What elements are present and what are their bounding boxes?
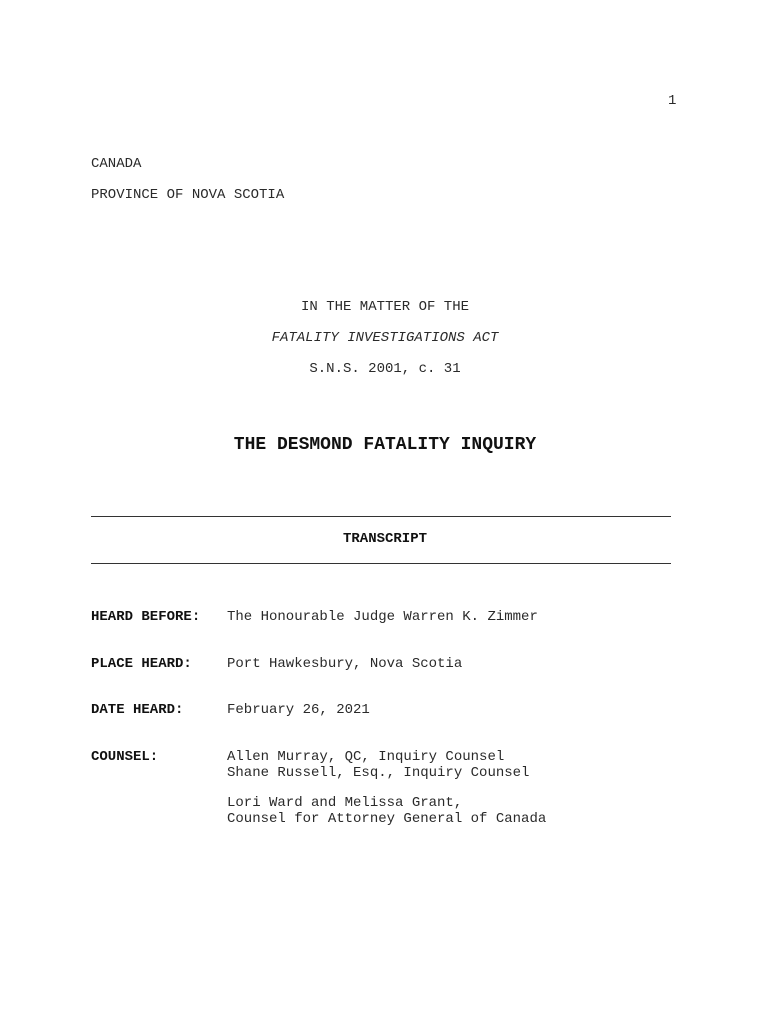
place-heard-value: Port Hawkesbury, Nova Scotia (227, 656, 463, 672)
top-divider (91, 516, 671, 517)
counsel-line: Lori Ward and Melissa Grant, (227, 795, 463, 811)
date-heard-label: DATE HEARD: (91, 702, 184, 718)
bottom-divider (91, 563, 671, 564)
counsel-line: Shane Russell, Esq., Inquiry Counsel (227, 765, 530, 781)
counsel-line: Counsel for Attorney General of Canada (227, 811, 547, 827)
country-heading: CANADA (91, 156, 142, 172)
act-name: FATALITY INVESTIGATIONS ACT (271, 330, 499, 346)
act-citation: S.N.S. 2001, c. 31 (309, 361, 461, 377)
place-heard-label: PLACE HEARD: (91, 656, 192, 672)
date-heard-value: February 26, 2021 (227, 702, 370, 718)
counsel-label: COUNSEL: (91, 749, 159, 765)
counsel-line: Allen Murray, QC, Inquiry Counsel (227, 749, 505, 765)
inquiry-title: THE DESMOND FATALITY INQUIRY (233, 435, 537, 455)
heard-before-value: The Honourable Judge Warren K. Zimmer (227, 609, 538, 625)
province-heading: PROVINCE OF NOVA SCOTIA (91, 187, 285, 203)
matter-line: IN THE MATTER OF THE (300, 299, 470, 315)
document-type: TRANSCRIPT (342, 531, 427, 547)
page-number: 1 (668, 93, 677, 109)
heard-before-label: HEARD BEFORE: (91, 609, 201, 625)
